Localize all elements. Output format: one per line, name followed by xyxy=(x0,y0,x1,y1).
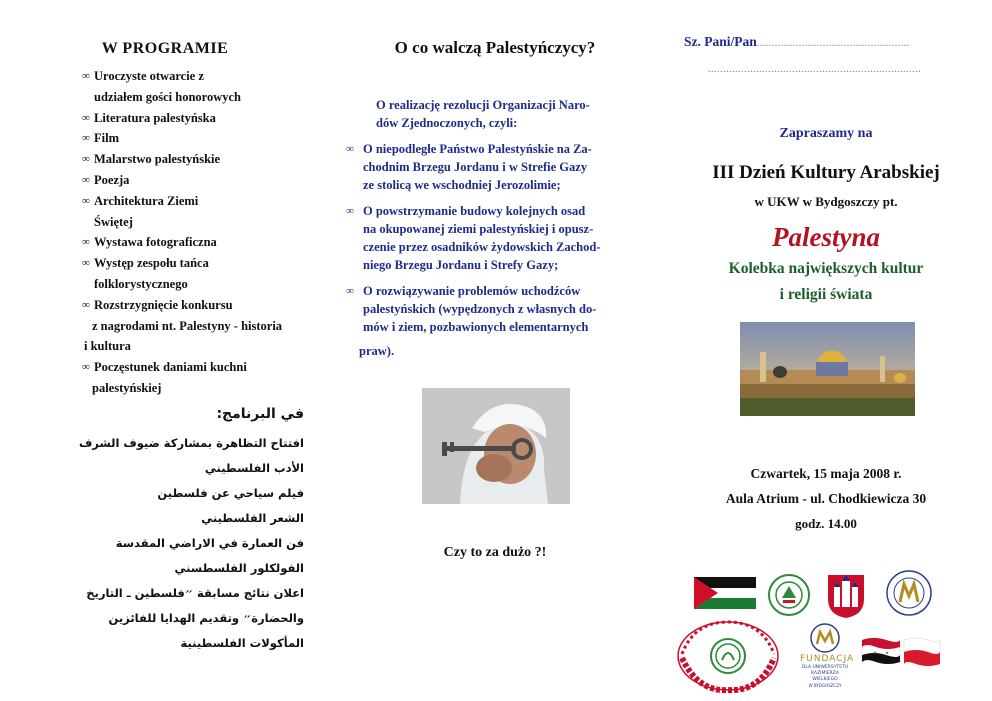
goals-question: Czy to za dużo ?! xyxy=(443,545,547,560)
program-item-text: Uroczyste otwarcie z xyxy=(94,69,204,83)
program-item xyxy=(82,170,327,191)
program-item xyxy=(82,295,327,357)
infinity-bullet-icon: ∞ xyxy=(82,194,90,207)
goal-point-text: ze stolicą we wschodniej Jerozolimie; xyxy=(363,178,561,192)
arabic-program-line: اعلان نتائج مسابقة ״فلسطين ـ التاريخ xyxy=(86,586,304,600)
goal-point-text: O powstrzymanie budowy kolejnych osad xyxy=(363,204,586,218)
infinity-bullet-icon: ∞ xyxy=(82,298,90,311)
program-item-text: udziałem gości honorowych xyxy=(94,89,241,104)
arabic-program xyxy=(14,402,304,656)
program-item-text: Poczęstunek daniami kuchni xyxy=(94,360,247,375)
arabic-program-line: الشعر الفلسطيني xyxy=(201,511,304,525)
event-venue: Aula Atrium - ul. Chodkiewicza 30 xyxy=(725,491,927,506)
arabic-program-line: فيلم سياحي عن فلسطين xyxy=(157,486,304,500)
infinity-bullet-icon: ∞ xyxy=(82,153,90,166)
jerusalem-illustration xyxy=(740,322,915,416)
arabic-program-title: في البرنامج: xyxy=(216,406,304,422)
program-item-text: i kultura xyxy=(84,339,131,354)
goal-point xyxy=(346,202,646,274)
program-title: W PROGRAMIE xyxy=(101,40,229,57)
fundacja-line: DLA UNIWERSYTETU xyxy=(801,665,849,670)
goal-point-text: O rozwiązywanie problemów uchodźców xyxy=(363,284,581,298)
program-item-text: Film xyxy=(94,131,119,146)
jerusalem-photo xyxy=(740,322,915,416)
goal-point-text: praw). xyxy=(359,344,395,358)
event-subtitle: i religii świata xyxy=(779,286,873,303)
infinity-bullet-icon: ∞ xyxy=(82,236,90,249)
event-name: Palestyna xyxy=(772,222,880,252)
goals-text xyxy=(346,96,646,368)
program-item xyxy=(82,149,327,170)
program-item xyxy=(82,253,327,295)
infinity-bullet-icon: ∞ xyxy=(346,143,354,155)
goals-intro-line: O realizację rezolucji Organizacji Naro- xyxy=(376,98,590,112)
arabic-program-line: الفولكلور الفلسطسني xyxy=(174,561,304,575)
fundacja-line: KAZIMIERZA WIELKIEGO xyxy=(811,671,839,682)
addressee-line xyxy=(684,34,910,50)
program-item-text: Literatura palestyńska xyxy=(94,110,216,125)
program-item-text: folklorystycznego xyxy=(94,276,188,291)
arabic-program-lines xyxy=(14,431,304,656)
event-subtitle: Kolebka największych kultur xyxy=(728,260,924,277)
program-item-text: Rozstrzygnięcie konkursu xyxy=(94,297,233,312)
program-item-text: Świętej xyxy=(94,214,133,229)
goal-point-text: O niepodległe Państwo Palestyńskie na Za- xyxy=(363,142,592,156)
event-time: godz. 14.00 xyxy=(795,516,857,531)
goal-point-text: czenie przez osadników żydowskich Zachod- xyxy=(363,240,601,254)
program-item-text: palestyńskiej xyxy=(92,380,162,395)
ukw-university-emblem-icon xyxy=(886,570,932,616)
goals-title: O co walczą Palestyńczycy? xyxy=(394,38,596,57)
program-item-text: Wystawa fotograficzna xyxy=(94,235,217,250)
goal-point xyxy=(346,282,646,360)
fundacja-label: FUNDACJA xyxy=(800,654,855,664)
program-item xyxy=(82,232,327,253)
fundacja-logo xyxy=(800,622,855,696)
infinity-bullet-icon: ∞ xyxy=(346,205,354,217)
program-item-text: z nagrodami nt. Palestyny - historia xyxy=(92,318,283,333)
syria-poland-flags-icon xyxy=(860,636,942,672)
woman-with-key-photo xyxy=(422,388,570,504)
program-item-text: Występ zespołu tańca xyxy=(94,256,209,271)
goal-point-text: na okupowanej ziemi palestyńskiej i opusz- xyxy=(363,222,594,236)
program-list xyxy=(82,66,327,399)
program-item xyxy=(82,128,327,149)
event-place: w UKW w Bydgoszczy pt. xyxy=(754,194,898,209)
addressee-label: Sz. Pani/Pan xyxy=(684,34,757,49)
program-item xyxy=(82,66,327,108)
arabic-program-line: الأدب الفلسطيني xyxy=(204,461,304,475)
goals-points xyxy=(346,140,646,360)
bydgoszcz-coat-of-arms-icon xyxy=(826,573,866,619)
goal-point-text: palestyńskich (wypędzonych z własnych do- xyxy=(363,302,597,316)
arabic-program-line: افتتاح التظاهرة بمشاركة ضيوف الشرف xyxy=(78,436,304,450)
addressee-dots: ................................................... xyxy=(756,38,910,49)
woman-with-key-illustration xyxy=(422,388,570,504)
program-item-text: Malarstwo palestyńskie xyxy=(94,152,221,167)
invite-text: Zapraszamy na xyxy=(779,126,873,141)
program-item-text: Poezja xyxy=(94,172,130,187)
goals-intro xyxy=(346,96,646,132)
goal-point xyxy=(346,140,646,194)
arabic-program-line: والحضارة״ وتقديم الهدايا للفائزين xyxy=(108,611,304,625)
goal-point-text: chodnim Brzegu Jordanu i w Strefie Gazy xyxy=(363,160,588,174)
goal-point-text: mów i ziem, pozbawionych elementarnych xyxy=(363,320,589,334)
program-item xyxy=(82,108,327,129)
event-title: III Dzień Kultury Arabskiej xyxy=(712,162,940,183)
event-date: Czwartek, 15 maja 2008 r. xyxy=(750,466,902,481)
infinity-bullet-icon: ∞ xyxy=(82,361,90,374)
infinity-bullet-icon: ∞ xyxy=(82,70,90,82)
program-column xyxy=(0,0,330,701)
goals-intro-line: dów Zjednoczonych, czyli: xyxy=(376,116,518,130)
goals-column xyxy=(330,0,660,701)
infinity-bullet-icon: ∞ xyxy=(82,111,90,124)
arabic-program-line: فن العمارة في الاراضي المقدسة xyxy=(115,536,304,550)
program-item-text: Architektura Ziemi xyxy=(94,193,199,208)
invitation-column xyxy=(660,0,992,701)
program-item xyxy=(82,357,327,399)
polish-arab-friendship-society-logo xyxy=(674,618,782,694)
infinity-bullet-icon: ∞ xyxy=(82,257,90,270)
green-emblem-icon xyxy=(768,574,810,616)
infinity-bullet-icon: ∞ xyxy=(82,132,90,145)
palestine-flag-icon xyxy=(694,577,756,609)
arabic-program-line: المأكولات الفلسطينية xyxy=(180,636,304,650)
fundacja-line: W BYDGOSZCZY xyxy=(808,683,842,688)
goal-point-text: niego Brzegu Jordanu i Strefy Gazy; xyxy=(363,258,559,272)
infinity-bullet-icon: ∞ xyxy=(82,173,90,186)
addressee-dots-line: ....................................................................... xyxy=(708,64,921,75)
infinity-bullet-icon: ∞ xyxy=(346,285,354,297)
program-item xyxy=(82,191,327,233)
